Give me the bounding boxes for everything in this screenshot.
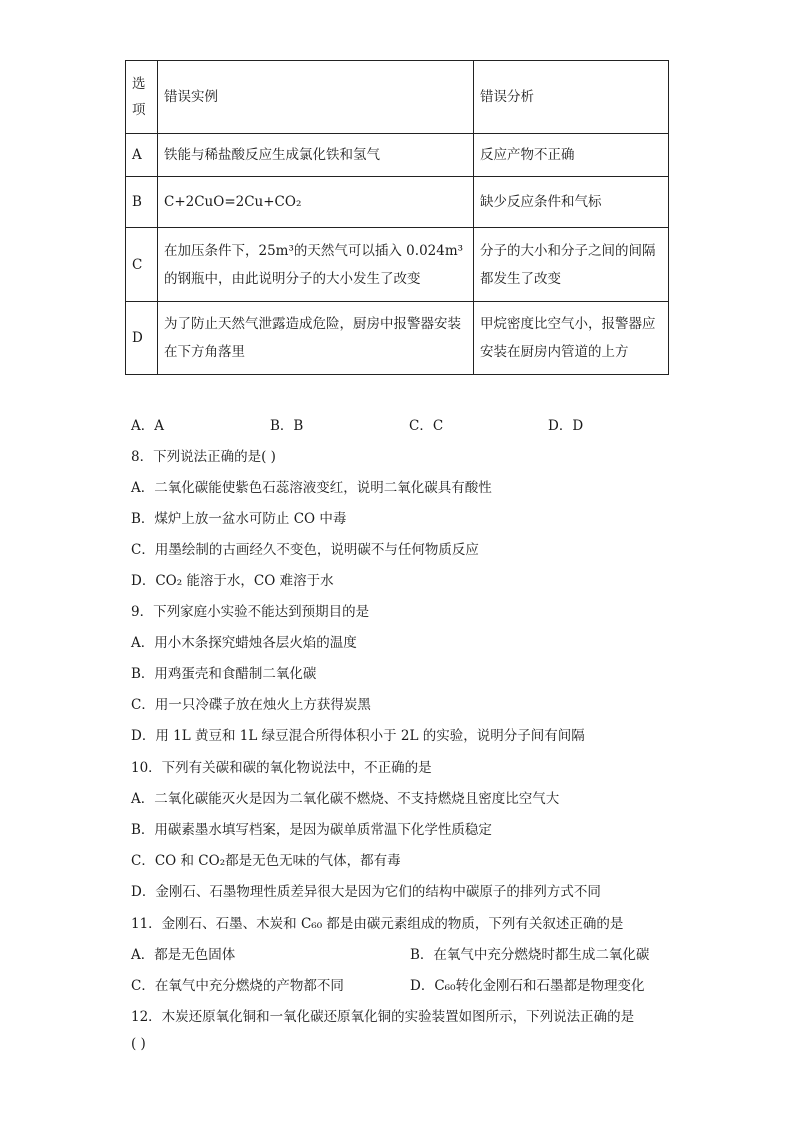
q10-stem: 10．下列有关碳和碳的氧化物说法中，不正确的是 xyxy=(131,760,432,776)
q11-option-b[interactable]: B．在氧气中充分燃烧时都生成二氧化碳 xyxy=(410,947,650,963)
header-option: 选项 xyxy=(126,61,158,134)
row-option: B xyxy=(126,177,158,228)
row-example: 为了防止天然气泄露造成危险，厨房中报警器安装在下方角落里 xyxy=(158,302,474,375)
row-option: D xyxy=(126,302,158,375)
choice-d[interactable]: D．D xyxy=(548,418,584,434)
q11-options-row-1 xyxy=(131,943,671,963)
q7-error-table xyxy=(125,60,669,375)
table-row xyxy=(126,177,669,228)
q8-option-a[interactable]: A．二氧化碳能使紫色石蕊溶液变红，说明二氧化碳具有酸性 xyxy=(131,480,492,496)
row-example: 铁能与稀盐酸反应生成氯化铁和氢气 xyxy=(158,134,474,177)
table-row xyxy=(126,302,669,375)
q11-stem: 11．金刚石、石墨、木炭和 C₆₀ 都是由碳元素组成的物质，下列有关叙述正确的是 xyxy=(131,916,624,932)
q7-answer-choices xyxy=(131,414,651,434)
choice-b[interactable]: B．B xyxy=(270,418,304,434)
row-analysis: 甲烷密度比空气小，报警器应安装在厨房内管道的上方 xyxy=(474,302,669,375)
row-example: C+2CuO=2Cu+CO₂ xyxy=(158,177,474,228)
row-analysis: 反应产物不正确 xyxy=(474,134,669,177)
row-analysis: 缺少反应条件和气标 xyxy=(474,177,669,228)
q9-option-c[interactable]: C．用一只冷碟子放在烛火上方获得炭黑 xyxy=(131,697,371,713)
row-example: 在加压条件下，25m³的天然气可以插入 0.024m³的钢瓶中，由此说明分子的大小发生了改变 xyxy=(158,228,474,302)
choice-c[interactable]: C．C xyxy=(409,418,444,434)
q10-option-b[interactable]: B．用碳素墨水填写档案，是因为碳单质常温下化学性质稳定 xyxy=(131,822,492,838)
table-header-row xyxy=(126,61,669,134)
row-option: C xyxy=(126,228,158,302)
row-option: A xyxy=(126,134,158,177)
q9-option-d[interactable]: D．用 1L 黄豆和 1L 绿豆混合所得体积小于 2L 的实验，说明分子间有间隔 xyxy=(131,728,585,744)
q12-stem: 12．木炭还原氧化铜和一氧化碳还原氧化铜的实验装置如图所示，下列说法正确的是 xyxy=(131,1009,635,1025)
q8-option-d[interactable]: D．CO₂ 能溶于水，CO 难溶于水 xyxy=(131,573,334,589)
q9-option-b[interactable]: B．用鸡蛋壳和食醋制二氧化碳 xyxy=(131,666,317,682)
q11-options-row-2 xyxy=(131,974,671,994)
q11-option-d[interactable]: D．C₆₀转化金刚石和石墨都是物理变化 xyxy=(410,978,645,994)
q8-stem: 8．下列说法正确的是( ) xyxy=(131,449,276,465)
q10-option-d[interactable]: D．金刚石、石墨物理性质差异很大是因为它们的结构中碳原子的排列方式不同 xyxy=(131,884,601,900)
choice-a[interactable]: A．A xyxy=(131,418,164,434)
q9-option-a[interactable]: A．用小木条探究蜡烛各层火焰的温度 xyxy=(131,635,357,651)
q8-option-b[interactable]: B．煤炉上放一盆水可防止 CO 中毒 xyxy=(131,511,347,527)
q11-option-c[interactable]: C．在氧气中充分燃烧的产物都不同 xyxy=(131,978,344,994)
row-analysis: 分子的大小和分子之间的间隔都发生了改变 xyxy=(474,228,669,302)
q11-option-a[interactable]: A．都是无色固体 xyxy=(131,947,236,963)
q8-option-c[interactable]: C．用墨绘制的古画经久不变色，说明碳不与任何物质反应 xyxy=(131,542,479,558)
q12-answer-paren: ( ) xyxy=(131,1036,146,1052)
table-row xyxy=(126,134,669,177)
q9-stem: 9．下列家庭小实验不能达到预期目的是 xyxy=(131,604,370,620)
header-analysis: 错误分析 xyxy=(474,61,669,134)
q10-option-c[interactable]: C．CO 和 CO₂都是无色无味的气体，都有毒 xyxy=(131,853,401,869)
table-row xyxy=(126,228,669,302)
q10-option-a[interactable]: A．二氧化碳能灭火是因为二氧化碳不燃烧、不支持燃烧且密度比空气大 xyxy=(131,791,560,807)
header-example: 错误实例 xyxy=(158,61,474,134)
